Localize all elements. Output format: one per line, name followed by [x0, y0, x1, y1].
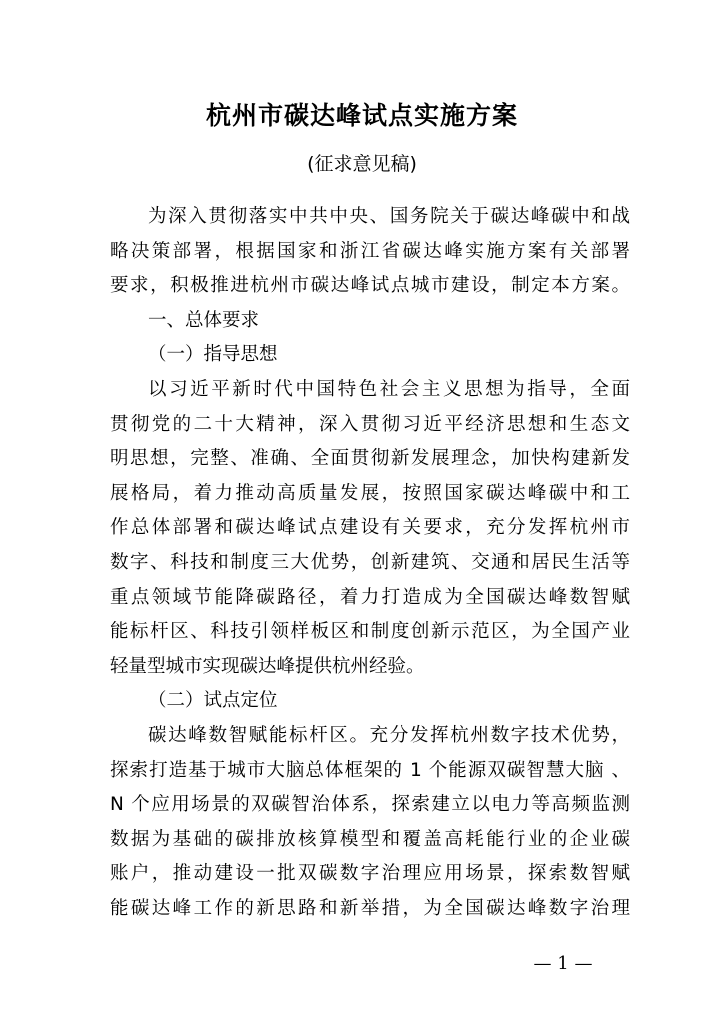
document-title: 杭州市碳达峰试点实施方案	[205, 101, 518, 130]
body-line: （一）指导思想	[148, 344, 278, 366]
body-line: 探索打造基于城市大脑总体框架的 1 个能源双碳智慧大脑 、	[110, 759, 630, 781]
body-line: 要求，积极推进杭州市碳达峰试点城市建设，制定本方案。	[110, 275, 630, 297]
body-line: 明思想，完整、准确、全面贯彻新发展理念，加快构建新发	[110, 448, 630, 470]
body-line: 一、总体要求	[148, 309, 260, 331]
body-line: 以习近平新时代中国特色社会主义思想为指导，全面	[148, 378, 630, 400]
body-line: 能标杆区、科技引领样板区和制度创新示范区，为全国产业	[110, 621, 630, 643]
body-line: 轻量型城市实现碳达峰提供杭州经验。	[110, 655, 425, 677]
body-line: 数据为基础的碳排放核算模型和覆盖高耗能行业的企业碳	[110, 828, 630, 850]
body-line: 数字、科技和制度三大优势，创新建筑、交通和居民生活等	[110, 551, 630, 573]
document-body	[110, 200, 630, 926]
body-line: 账户，推动建设一批双碳数字治理应用场景，探索数智赋	[110, 863, 630, 885]
body-line: 作总体部署和碳达峰试点建设有关要求，充分发挥杭州市	[110, 517, 630, 539]
document-subtitle: (征求意见稿)	[307, 153, 417, 175]
body-line: 展格局，着力推动高质量发展，按照国家碳达峰碳中和工	[110, 482, 630, 504]
body-line: N 个应用场景的双碳智治体系，探索建立以电力等高频监测	[110, 794, 630, 816]
page-number: — 1 —	[533, 953, 593, 974]
body-line: 贯彻党的二十大精神，深入贯彻习近平经济思想和生态文	[110, 413, 630, 435]
body-line: 为深入贯彻落实中共中央、国务院关于碳达峰碳中和战	[148, 206, 630, 227]
body-line: （二）试点定位	[148, 690, 278, 712]
body-line: 碳达峰数智赋能标杆区。充分发挥杭州数字技术优势，	[148, 724, 630, 746]
body-line: 能碳达峰工作的新思路和新举措，为全国碳达峰数字治理	[110, 897, 630, 919]
body-line: 重点领域节能降碳路径，着力打造成为全国碳达峰数智赋	[110, 586, 630, 608]
body-line: 略决策部署，根据国家和浙江省碳达峰实施方案有关部署	[110, 240, 630, 262]
